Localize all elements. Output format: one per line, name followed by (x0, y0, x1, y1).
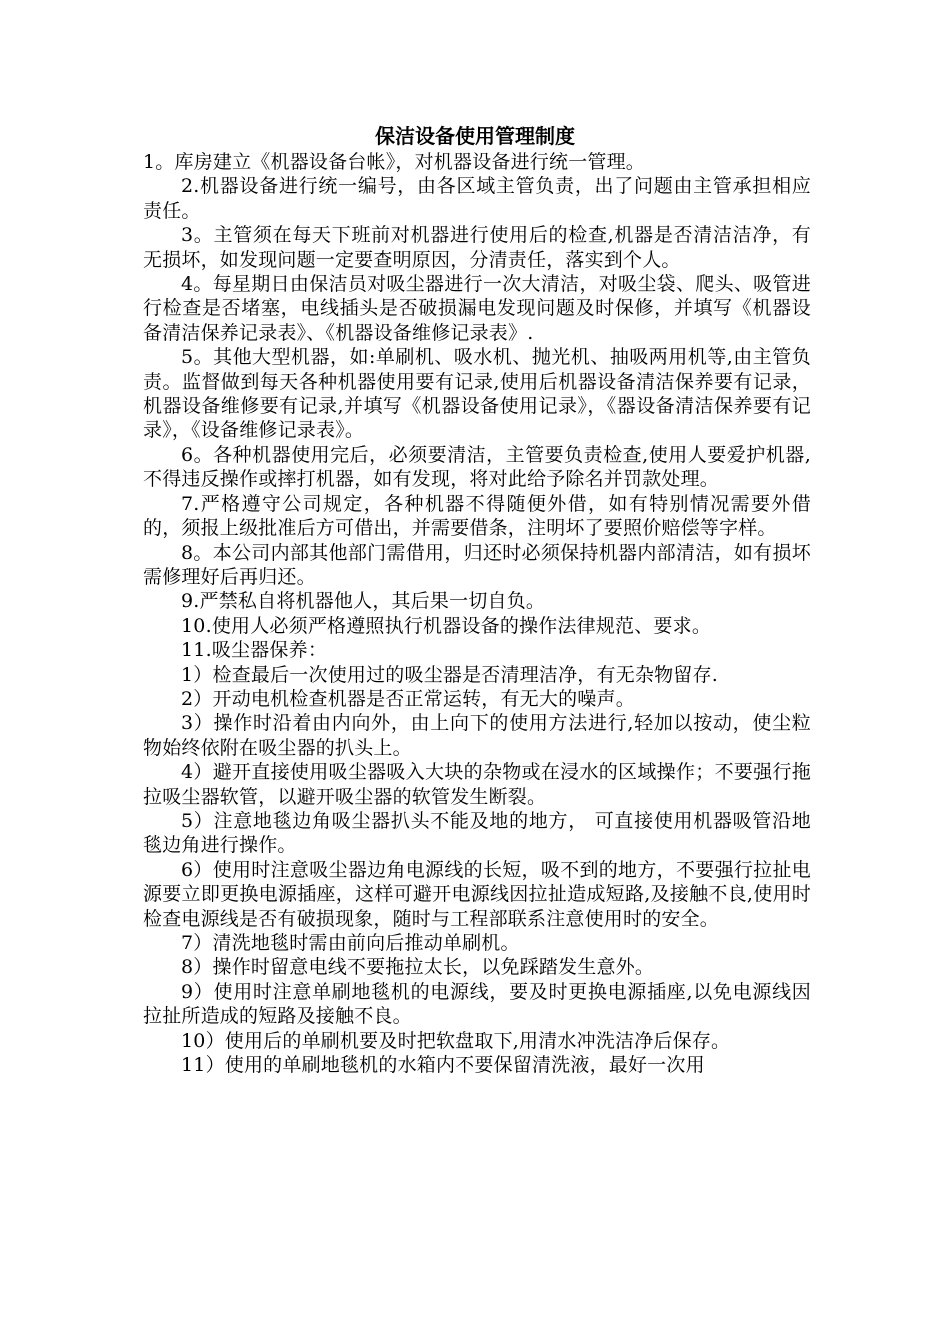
paragraph-3: 3。主管须在每天下班前对机器进行使用后的检查,机器是否清洁洁净，有无损坏，如发现问题一定要查明原因，分清责任，落实到个人。 (143, 224, 811, 271)
list-item-3: 3）操作时沿着由内向外，由上向下的使用方法进行,轻加以按动，使尘粒物始终依附在吸尘器的扒头上。 (143, 712, 811, 759)
paragraph-10: 10.使用人必须严格遵照执行机器设备的操作法律规范、要求。 (181, 614, 712, 637)
list-item-9: 9）使用时注意单刷地毯机的电源线，要及时更换电源插座,以免电源线因拉扯所造成的短路及接触不良。 (143, 980, 811, 1028)
paragraph-6: 6。各种机器使用完后，必须要清洁，主管要负责检查,使用人要爱护机器,不得违反操作或摔打机器，如有发现，将对此给予除名并罚款处理。 (143, 443, 811, 491)
paragraph-2: 2.机器设备进行统一编号，由各区域主管负责，出了问题由主管承担相应责任。 (143, 175, 811, 222)
list-item-4: 4）避开直接使用吸尘器吸入大块的杂物或在浸水的区域操作；不要强行拖拉吸尘器软管，以避开吸尘器的软管发生断裂。 (143, 761, 811, 808)
list-item-5: 5）注意地毯边角吸尘器扒头不能及地的地方， 可直接使用机器吸管沿地毯边角进行操作。 (143, 809, 811, 857)
paragraph-4: 4。每星期日由保洁员对吸尘器进行一次大清洁，对吸尘袋、爬头、吸管进行检查是否堵塞，电线插头是否破损漏电发现问题及时保修，并填写《机器设备清洁保养记录表》、《机器设备维修记录表》. (143, 273, 811, 344)
paragraph-1: 1。库房建立《机器设备台帐》，对机器设备进行统一管理。 (143, 151, 645, 173)
list-item-7: 7）清洗地毯时需由前向后推动单刷机。 (181, 932, 520, 954)
document-title: 保洁设备使用管理制度 (375, 124, 575, 148)
list-item-11: 11）使用的单刷地毯机的水箱内不要保留清洗液，最好一次用 (181, 1054, 705, 1077)
paragraph-11: 11.吸尘器保养： (181, 639, 328, 662)
paragraph-9: 9.严禁私自将机器他人，其后果一切自负。 (181, 590, 546, 613)
document-body (143, 150, 811, 1077)
list-item-2: 2）开动电机检查机器是否正常运转，有无大的噪声。 (181, 687, 635, 710)
list-item-1: 1）检查最后一次使用过的吸尘器是否清理洁净，有无杂物留存. (181, 663, 718, 686)
list-item-10: 10）使用后的单刷机要及时把软盘取下,用清水冲洗洁净后保存。 (181, 1029, 731, 1052)
list-item-6: 6）使用时注意吸尘器边角电源线的长短，吸不到的地方，不要强行拉扯电源要立即更换电源插座，这样可避开电源线因拉扯造成短路,及接触不良,使用时检查电源线是否有破损现象，随时与工程部联系注意使用时的安全。 (143, 858, 811, 930)
paragraph-8: 8。本公司内部其他部门需借用，归还时必须保持机器内部清洁，如有损坏需修理好后再归还。 (143, 541, 811, 588)
list-item-8: 8）操作时留意电线不要拖拉太长，以免踩踏发生意外。 (181, 956, 655, 979)
paragraph-5: 5。其他大型机器，如:单刷机、吸水机、抛光机、抽吸两用机等,由主管负责。监督做到每天各种机器使用要有记录,使用后机器设备清洁保养要有记录，机器设备维修要有记录,并填写《机器设备使用记录》，《器设备清洁保养要有记录》，《设备维修记录表》。 (143, 346, 811, 442)
paragraph-7: 7.严格遵守公司规定，各种机器不得随便外借，如有特别情况需要外借的，须报上级批准后方可借出，并需要借条，注明坏了要照价赔偿等字样。 (143, 492, 811, 540)
